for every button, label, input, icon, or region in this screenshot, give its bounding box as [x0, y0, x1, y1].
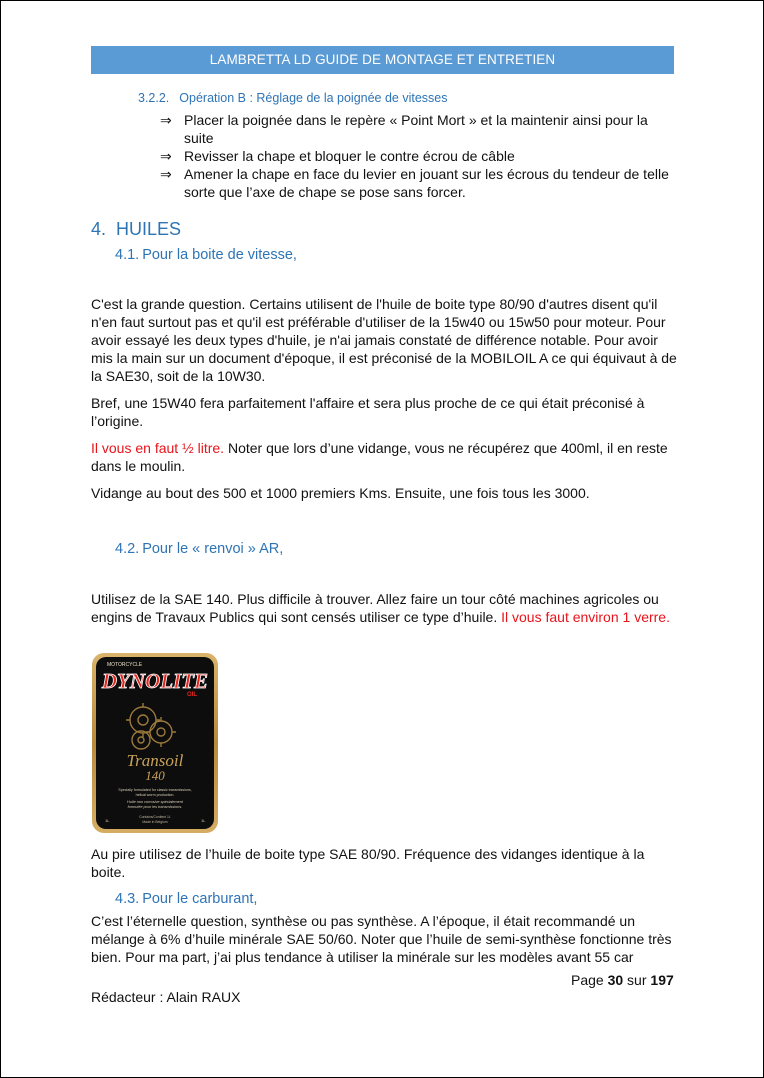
label-top-line: MOTORCYCLE [107, 662, 143, 668]
renvoi-paragraph-1 [91, 590, 677, 626]
renvoi-paragraph-2: Au pire utilisez de l’huile de boite type SAE 80/90. Fréquence des vidanges identique à la boite. [91, 846, 645, 880]
gearbox-paragraph-3 [91, 439, 677, 475]
label-brand: DYNOLITE [101, 669, 209, 693]
section-4-3-number: 4.3. [115, 891, 140, 907]
label-desc-3: Huile non corrosive spécialement [127, 800, 183, 804]
section-4-title: HUILES [116, 219, 182, 239]
total-pages: 197 [650, 972, 674, 988]
label-bottom-1: Contains/Contient 1L [139, 815, 171, 819]
section-3-2-2-number: 3.2.2. [138, 91, 170, 105]
section-4-heading [91, 219, 181, 240]
dynolite-transoil-140-label [91, 652, 219, 834]
section-4-2-heading [115, 541, 283, 557]
label-brand-sub: OIL [187, 692, 197, 698]
section-4-3-heading [115, 891, 257, 907]
label-product-number: 140 [145, 768, 165, 783]
gearbox-paragraph-3-rest: Noter que lors d’une vidange, vous ne récupérez que 400ml, il en reste dans le moulin. [91, 440, 668, 474]
bullet-item [160, 147, 680, 165]
double-arrow-right-icon: ⇒ [160, 166, 172, 182]
fuel-paragraph-1: C’est l’éternelle question, synthèse ou pas synthèse. A l’époque, il était recommandé un mélange à 6% d’huile minérale SAE 50/60. Noter que l’huile de semi-synthèse fonctionne très bien. Pour ma part, j’ai plus tendance à utiliser la minérale sur les modèles avant 55 car [91, 913, 672, 965]
gearbox-paragraph-1: C'est la grande question. Certains utilisent de l'huile de boite type 80/90 d'autres disent qu'il n'en faut surtout pas et qu'il est préférable d'utiliser de la 15w40 ou 15w50 pour moteur. Pour avoir essayé les deux types d'huile, je n'ai jamais constaté de différence notable. Pour avoir mis la main sur un document d'époque, il est préconisé de la MOBILOIL A ce qui équivaut à de la SAE30, soit de la 10W30. [91, 296, 677, 384]
bullet-item [160, 111, 680, 147]
page-number [571, 972, 674, 988]
section-4-1-title: Pour la boite de vitesse, [142, 247, 297, 263]
renvoi-quantity-highlight: Il vous faut environ 1 verre. [497, 609, 670, 625]
label-desc-2: helical worm production. [135, 793, 175, 797]
bullet-item [160, 165, 680, 201]
header-banner: LAMBRETTA LD GUIDE DE MONTAGE ET ENTRETIEN [91, 46, 674, 74]
double-arrow-right-icon: ⇒ [160, 112, 172, 128]
page-prefix: Page [571, 972, 608, 988]
bullet-text: Placer la poignée dans le repère « Point Mort » et la maintenir ainsi pour la suite [184, 112, 648, 146]
bullet-text: Amener la chape en face du levier en jouant sur les écrous du tendeur de telle sorte que l’axe de chape se pose sans forcer. [184, 166, 669, 200]
gearbox-paragraph-2: Bref, une 15W40 fera parfaitement l'affaire et sera plus proche de ce qui était préconisé à l’origine. [91, 395, 645, 429]
section-4-1-heading [115, 247, 297, 263]
author-line: Rédacteur : Alain RAUX [91, 989, 241, 1005]
label-desc-1: Specially formulated for classic transmissions, [118, 788, 192, 792]
section-3-2-2-heading [138, 91, 448, 105]
section-4-3-title: Pour le carburant, [142, 891, 258, 907]
label-desc-4: formulée pour les transmissions. [127, 805, 183, 809]
section-3-2-2-title: Opération B : Réglage de la poignée de vitesses [179, 91, 448, 105]
label-volume-left: 1L [105, 818, 110, 823]
section-4-1-number: 4.1. [115, 247, 140, 263]
current-page: 30 [607, 972, 624, 988]
label-bottom-2: Made in Belgium [142, 820, 168, 824]
label-product: Transoil [126, 751, 184, 770]
gearbox-paragraph-4: Vidange au bout des 500 et 1000 premiers Kms. Ensuite, une fois tous les 3000. [91, 485, 590, 501]
renvoi-paragraph-1-text: Utilisez de la SAE 140. Plus difficile à trouver. Allez faire un tour côté machines agricoles ou engins de Travaux Publics qui sont censés utiliser ce type d’huile. [91, 591, 659, 625]
page-mid: sur [623, 972, 651, 988]
operation-b-bullet-list [160, 111, 680, 201]
oil-quantity-highlight: Il vous en faut ½ litre. [91, 440, 225, 456]
section-4-number: 4. [91, 219, 107, 239]
section-4-2-title: Pour le « renvoi » AR, [142, 541, 284, 557]
label-volume-right: 1L [201, 818, 206, 823]
double-arrow-right-icon: ⇒ [160, 148, 172, 164]
bullet-text: Revisser la chape et bloquer le contre écrou de câble [184, 148, 515, 164]
section-4-2-number: 4.2. [115, 541, 140, 557]
